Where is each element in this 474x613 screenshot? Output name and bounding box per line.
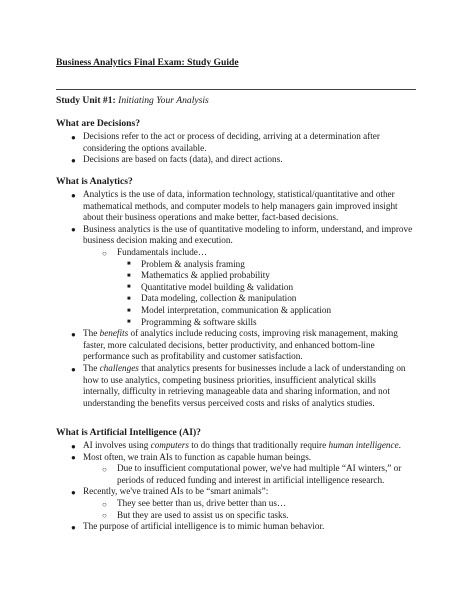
bullet-text: understanding the benefits versus perceived costs and risks of analytics studies. bbox=[83, 397, 375, 408]
study-unit-heading bbox=[56, 95, 209, 106]
bullet-text: The purpose of artificial intelligence is to mimic human behavior. bbox=[83, 521, 325, 532]
bullet-icon: ○ bbox=[102, 248, 107, 258]
bullet-text: Recently, we've trained AIs to be “smart animals”: bbox=[83, 486, 269, 497]
bullet-text: how to use analytics, competing business priorities, insufficient analytical skills bbox=[83, 374, 377, 385]
section-heading: What is Analytics? bbox=[56, 176, 133, 187]
bullet-icon: ■ bbox=[127, 261, 131, 268]
sub-sub-bullet-text: Mathematics & applied probability bbox=[141, 270, 270, 281]
bullet-icon: ● bbox=[71, 155, 76, 165]
emphasis: computers bbox=[150, 440, 189, 450]
sub-bullet-text: They see better than us, drive better than us… bbox=[117, 498, 287, 508]
document-title: Business Analytics Final Exam: Study Guide bbox=[56, 57, 239, 68]
unit-name: Initiating Your Analysis bbox=[118, 95, 209, 106]
bullet-icon: ● bbox=[71, 329, 76, 339]
bullet-icon: ● bbox=[71, 225, 76, 235]
bullet-text: The challenges that analytics presents for businesses include a lack of understanding on bbox=[83, 363, 406, 373]
bullet-icon: ● bbox=[71, 190, 76, 200]
section-heading: What is Artificial Intelligence (AI)? bbox=[56, 427, 201, 438]
bullet-icon: ● bbox=[71, 132, 76, 142]
unit-label: Study Unit #1: bbox=[56, 95, 116, 106]
bullet-icon: ■ bbox=[127, 295, 131, 302]
sub-sub-bullet-text: Programming & software skills bbox=[141, 316, 257, 327]
bullet-icon: ● bbox=[71, 522, 76, 532]
sub-sub-bullet-text: Data modeling, collection & manipulation bbox=[141, 293, 297, 304]
bullet-text: mathematical methods, and computer models to help managers gain improved insight bbox=[83, 200, 398, 211]
emphasis: challenges bbox=[99, 363, 139, 373]
bullet-icon: ○ bbox=[102, 464, 107, 474]
bullet-text: Decisions are based on facts (data), and direct actions. bbox=[83, 154, 283, 165]
bullet-icon: ● bbox=[71, 441, 76, 451]
bullet-icon: ■ bbox=[127, 319, 131, 326]
bullet-icon: ○ bbox=[102, 499, 107, 509]
sub-bullet-text: Due to insufficient computational power, we've had multiple “AI winters,” or bbox=[117, 463, 402, 474]
bullet-text: Business analytics is the use of quantitative modeling to inform, understand, and improve bbox=[83, 223, 413, 234]
bullet-icon: ■ bbox=[127, 272, 131, 279]
sub-sub-bullet-text: Problem & analysis framing bbox=[141, 258, 245, 269]
bullet-text: about their business operations and make better, fact-based decisions. bbox=[83, 212, 339, 223]
bullet-text: AI involves using computers to do things that traditionally require human intelligence. bbox=[83, 440, 401, 450]
bullet-text: Most often, we train AIs to function as capable human beings. bbox=[83, 451, 312, 462]
sub-sub-bullet-text: Quantitative model building & validation bbox=[141, 281, 294, 292]
bullet-text: Decisions refer to the act or process of deciding, arriving at a determination after bbox=[83, 131, 380, 141]
sub-bullet-text: periods of reduced funding and interest in artificial intelligence research. bbox=[117, 474, 385, 485]
bullet-icon: ■ bbox=[127, 284, 131, 291]
bullet-icon: ○ bbox=[102, 511, 107, 521]
emphasis: benefits bbox=[99, 328, 129, 339]
divider bbox=[56, 89, 416, 90]
bullet-icon: ● bbox=[71, 453, 76, 463]
bullet-text: internally, difficulty in retrieving manageable data and sharing information, and not bbox=[83, 386, 390, 397]
bullet-icon: ● bbox=[71, 487, 76, 497]
bullet-text: business decision making and execution. bbox=[83, 235, 233, 246]
emphasis: human intelligence bbox=[328, 440, 399, 450]
bullet-text: faster, more calculated decisions, better productivity, and enhanced bottom-line bbox=[83, 339, 375, 350]
bullet-text: Analytics is the use of data, information technology, statistical/quantitative and other bbox=[83, 189, 395, 199]
bullet-text: considering the options available. bbox=[83, 142, 207, 153]
bullet-text: The benefits of analytics include reducing costs, improving risk management, making bbox=[83, 328, 398, 339]
bullet-text: performance such as profitability and customer satisfaction. bbox=[83, 351, 303, 362]
sub-sub-bullet-text: Model interpretation, communication & application bbox=[141, 305, 332, 315]
section-heading: What are Decisions? bbox=[56, 118, 141, 129]
sub-bullet-text: But they are used to assist us on specific tasks. bbox=[117, 509, 289, 520]
sub-bullet-text: Fundamentals include… bbox=[117, 247, 208, 257]
bullet-icon: ■ bbox=[127, 307, 131, 314]
bullet-icon: ● bbox=[71, 364, 76, 374]
